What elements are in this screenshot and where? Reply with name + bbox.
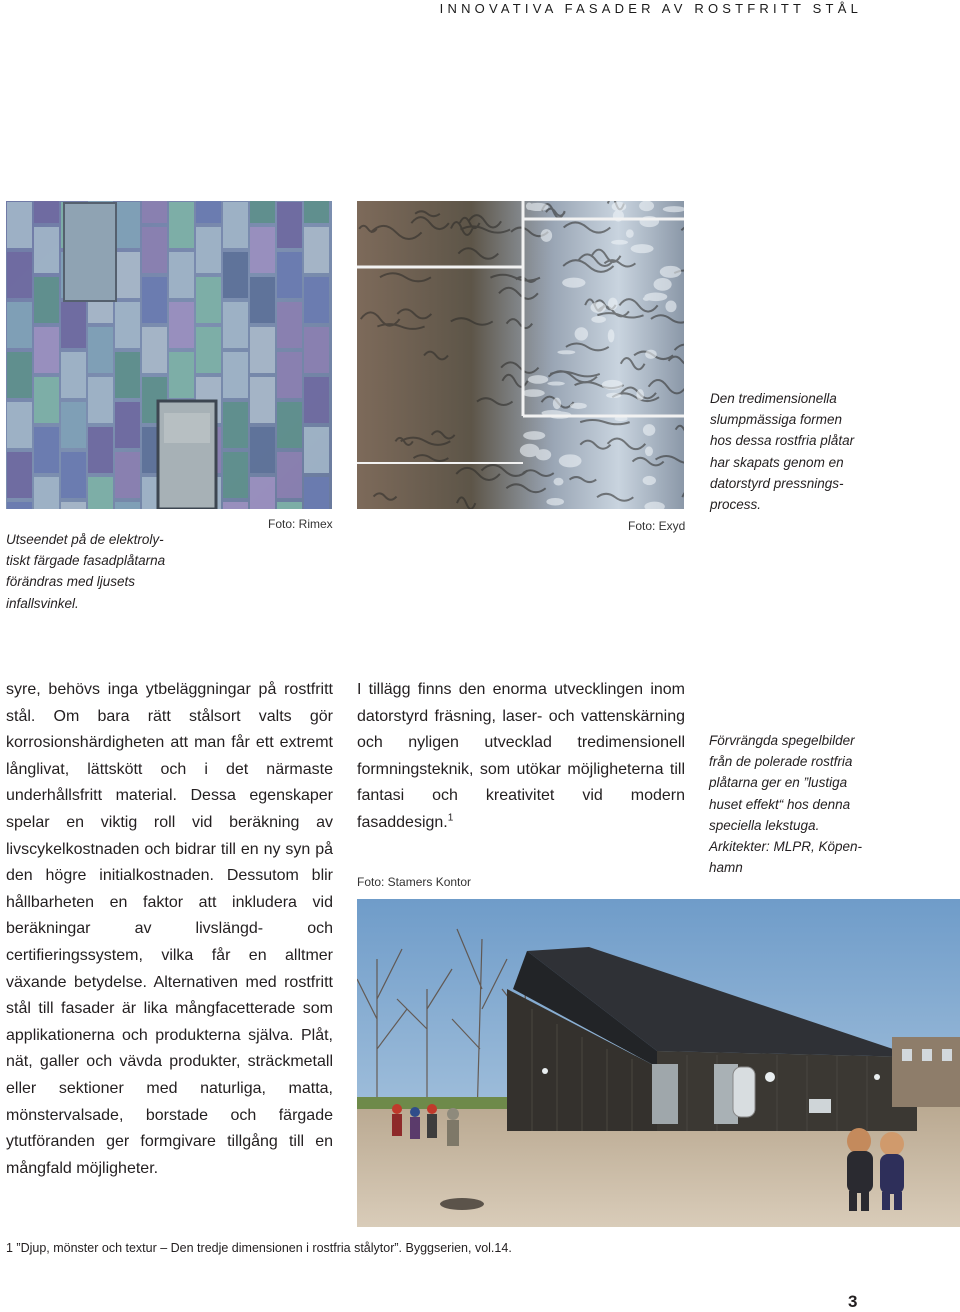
caption-line: Arkitekter: MLPR, Köpen-: [709, 839, 863, 855]
caption-line: Den tredimensionella: [710, 391, 837, 406]
caption-kindergarten: [709, 730, 862, 878]
caption-line: infallsvinkel.: [6, 595, 79, 611]
caption-line: från de polerade rostfria: [709, 754, 853, 770]
body-paragraph: syre, behövs inga ytbeläggningar på rostfritt stål. Om bara rätt stålsort valts gör korrosionshärdigheten att man får ett extremt långlivat, lättskött och i det närmaste underhållsfritt material. Dessa egenskaper spelar en viktig roll vid beräkning av livscykelkostnaden och bidrar till en ny syn på den högre initialkostnaden. Dessutom blir hållbarheten en faktor att inkludera vid beräkningar av livslängd- och certifieringssystem, vilka får en alltmer växande betydelse. Alternativen med rostfritt stål till fasader är lika mångfacetterade som applikationerna och produkterna själva. Plåt, nät, galler och vävda produkter, sträckmetall eller sektioner med naturliga, matta, mönstervalsade, borstade och färgade ytutföranden ger formgivare tillgång till en mångfald möjligheter.: [6, 681, 333, 1177]
caption-line: huset effekt“ hos denna: [709, 796, 851, 812]
photo-credit-rimex: Foto: Rimex: [268, 517, 333, 531]
caption-line: Förvrängda spegelbilder: [709, 733, 855, 748]
body-paragraph: [357, 677, 685, 837]
footnote: 1 ”Djup, mönster och textur – Den tredje dimensionen i rostfria stålytor”. Byggserien, vol.14.: [6, 1241, 512, 1255]
kindergarten-building-photo: [357, 899, 960, 1227]
caption-line: hos dessa rostfria plåtar: [710, 433, 855, 449]
caption-line: hamn: [709, 860, 743, 876]
running-header: INNOVATIVA FASADER AV ROSTFRITT STÅL: [439, 1, 862, 16]
caption-line: process.: [710, 497, 762, 513]
caption-colored-facade: [6, 529, 165, 614]
body-text: I tillägg finns den enorma utvecklingen inom datorstyrd fräsning, laser- och vattenskärning och nyligen utvecklad tredimensionell formningsteknik, som utökar möjligheterna till fantasi och kreativitet vid modern fasaddesign.: [357, 681, 685, 831]
caption-line: slumpmässiga formen: [710, 412, 843, 428]
pressed-steel-plates-photo: [357, 201, 684, 509]
caption-pressed-plates: [710, 388, 854, 515]
body-column-1: [6, 677, 333, 1182]
page-number: 3: [848, 1292, 858, 1311]
caption-line: Utseendet på de elektroly-: [6, 532, 164, 547]
caption-line: har skapats genom en: [710, 454, 844, 470]
caption-line: tiskt färgade fasadplåtarna: [6, 553, 166, 569]
photo-credit-stamers: Foto: Stamers Kontor: [357, 875, 472, 889]
body-column-2: [357, 677, 685, 837]
caption-line: förändras med ljusets: [6, 574, 136, 590]
caption-line: datorstyrd pressnings-: [710, 475, 844, 491]
footnote-reference: 1: [447, 812, 454, 824]
photo-credit-exyd: Foto: Exyd: [628, 519, 686, 533]
electrolytic-colored-facade-photo: [6, 201, 332, 509]
caption-line: plåtarna ger en ”lustiga: [709, 775, 848, 791]
caption-line: speciella lekstuga.: [709, 817, 820, 833]
